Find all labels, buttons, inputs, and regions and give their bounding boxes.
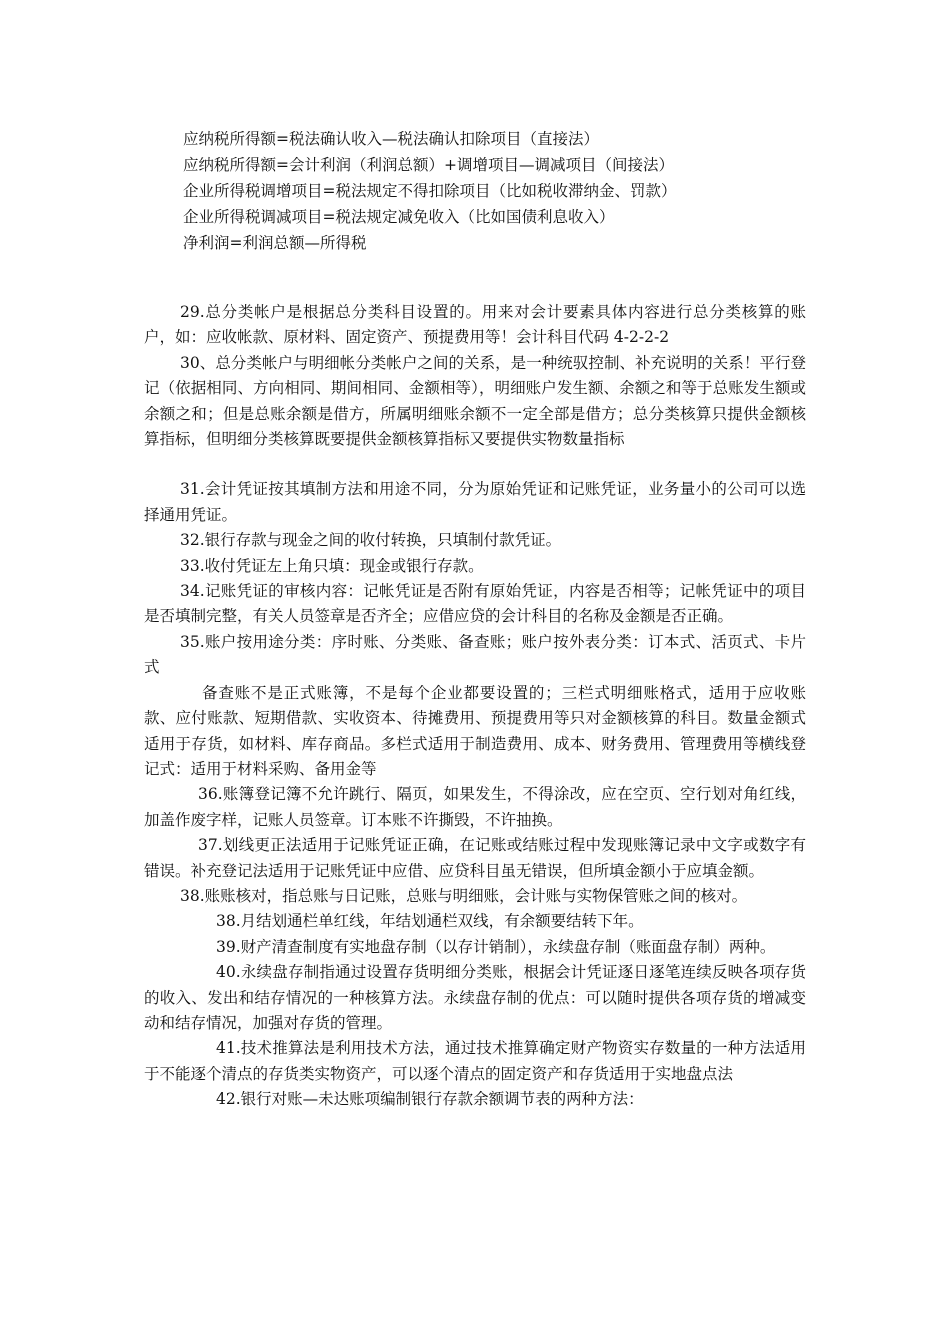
formula-line: 企业所得税调减项目=税法规定减免收入（比如国债利息收入）: [183, 208, 615, 226]
note-38-closing: 38.月结划通栏单红线，年结划通栏双线，有余额要结转下年。: [216, 912, 644, 931]
tax-formula-list: [183, 126, 823, 256]
note-42: 42.银行对账—未达账项编制银行存款余额调节表的两种方法：: [216, 1090, 644, 1109]
note-29: 29.总分类帐户是根据总分类科目设置的。用来对会计要素具体内容进行总分类核算的账户，如：应收帐款、原材料、固定资产、预提费用等！会计科目代码 4-2-2-2: [144, 303, 806, 347]
note-37: 37.划线更正法适用于记账凭证正确，在记账或结账过程中发现账簿记录中文字或数字有错误。补充登记法适用于记账凭证中应借、应贷科目虽无错误，但所填金额小于应填金额。: [144, 836, 806, 880]
note-35-detail: 备查账不是正式账簿，不是每个企业都要设置的；三栏式明细账格式，适用于应收账款、应付账款、短期借款、实收资本、待摊费用、预提费用等只对金额核算的科目。数量金额式适用于存货，如材料、库存商品。多栏式适用于制造费用、成本、财务费用、管理费用等横线登记式：适用于材料采购、备用金等: [144, 683, 806, 778]
note-39: 39.财产清查制度有实地盘存制（以存计销制），永续盘存制（账面盘存制）两种。: [216, 937, 776, 956]
note-32: 32.银行存款与现金之间的收付转换，只填制付款凭证。: [180, 531, 562, 550]
note-35: 35.账户按用途分类：序时账、分类账、备查账；账户按外表分类：订本式、活页式、卡片式: [144, 632, 806, 677]
note-40: 40.永续盘存制指通过设置存货明细分类账，根据会计凭证逐日逐笔连续反映各项存货的收入、发出和结存情况的一种核算方法。永续盘存制的优点：可以随时提供各项存货的增减变动和结存情况，加强对存货的管理。: [144, 963, 806, 1032]
formula-line: 应纳税所得额=税法确认收入—税法确认扣除项目（直接法）: [183, 130, 599, 148]
numbered-notes: [144, 300, 806, 1113]
note-38-reconciliation: 38.账账核对，指总账与日记账，总账与明细账，会计账与实物保管账之间的核对。: [180, 886, 748, 905]
formula-line: 净利润=利润总额—所得税: [183, 234, 367, 252]
note-41: 41.技术推算法是利用技术方法，通过技术推算确定财产物资实存数量的一种方法适用于不能逐个清点的存货类实物资产，可以逐个清点的固定资产和存货适用于实地盘点法: [144, 1039, 806, 1083]
note-31: 31.会计凭证按其填制方法和用途不同，分为原始凭证和记账凭证，业务量小的公司可以选择通用凭证。: [144, 480, 806, 524]
note-30: 30、总分类帐户与明细帐分类帐户之间的关系，是一种统驭控制、补充说明的关系！平行登记（依据相同、方向相同、期间相同、金额相等），明细账户发生额、余额之和等于总账发生额或余额之和；但是总账余额是借方，所属明细账余额不一定全部是借方；总分类核算只提供金额核算指标，但明细分类核算既要提供金额核算指标又要提供实物数量指标: [144, 353, 806, 449]
note-36: 36.账簿登记簿不允许跳行、隔页，如果发生，不得涂改，应在空页、空行划对角红线，加盖作废字样，记账人员签章。订本账不许撕毁，不许抽换。: [144, 785, 806, 829]
note-33: 33.收付凭证左上角只填：现金或银行存款。: [180, 556, 484, 575]
formula-line: 应纳税所得额=会计利润（利润总额）+调增项目—调减项目（间接法）: [183, 156, 674, 174]
note-34: 34.记账凭证的审核内容：记帐凭证是否附有原始凭证，内容是否相等；记帐凭证中的项目是否填制完整，有关人员签章是否齐全；应借应贷的会计科目的名称及金额是否正确。: [144, 582, 806, 626]
formula-line: 企业所得税调增项目=税法规定不得扣除项目（比如税收滞纳金、罚款）: [183, 182, 677, 200]
